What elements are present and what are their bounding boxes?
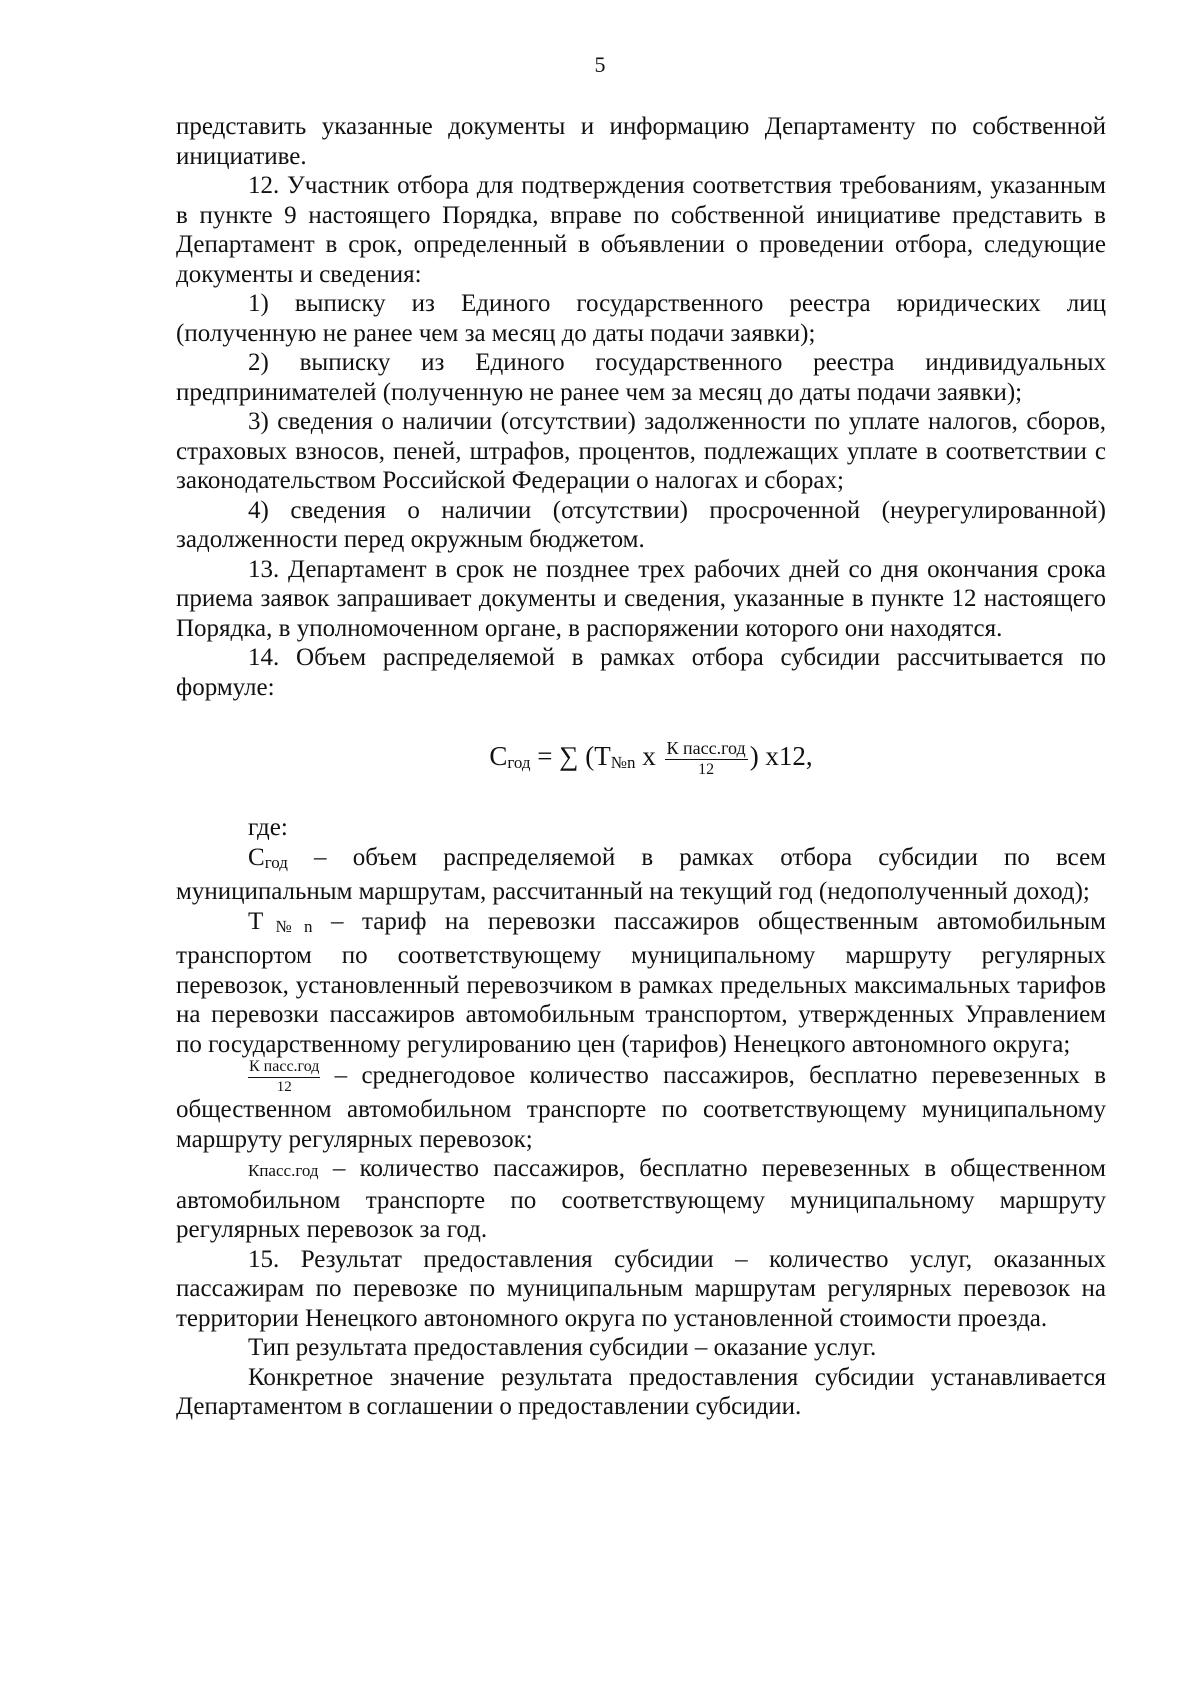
formula-c-subscript: год xyxy=(507,753,531,772)
paragraph-12: 12. Участник отбора для подтверждения соответствия требованиям, указанным в пункте 9 настоящего Порядка, вправе по собственной инициативе представить в Департамент в срок, определенный в объявлении о проведении отбора, следующие документы и сведения: xyxy=(176,172,1106,288)
paragraph-15-value: Конкретное значение результата предоставления субсидии устанавливается Департаментом в соглашении о предоставлении субсидии. xyxy=(176,1363,1106,1420)
subsidy-formula xyxy=(176,736,1106,783)
formula-multiply: х xyxy=(635,741,663,771)
definition-k xyxy=(176,1154,1106,1245)
paragraph-15-type: Тип результата предоставления субсидии – оказание услуг. xyxy=(248,1334,877,1361)
definition-fraction-denominator: 12 xyxy=(276,1079,292,1095)
paragraph-continuation: представить указанные документы и информацию Департаменту по собственной инициативе. xyxy=(176,113,1106,170)
formula-fraction-denominator: 12 xyxy=(698,761,715,779)
definition-k-text: – количество пассажиров, бесплатно перевезенных в общественном автомобильном транспорте по соответствующему муниципальному маршруту регулярных перевозок за год. xyxy=(176,1155,1106,1243)
page-number: 5 xyxy=(594,52,606,77)
definition-t xyxy=(176,907,1106,1060)
formula-eq-sum: = ∑ (Т xyxy=(530,741,611,771)
definition-fraction-numerator: К пасс.год xyxy=(248,1059,320,1078)
paragraph-15: 15. Результат предоставления субсидии – количество услуг, оказанных пассажирам по перевозке по муниципальным маршрутам регулярных перевозок на территории Ненецкого автономного округа по установленной стоимости проезда. xyxy=(176,1245,1106,1332)
formula-tail: ) х12, xyxy=(749,741,813,771)
formula-c: С xyxy=(489,741,508,771)
definition-t-text: – тариф на перевозки пассажиров общественным автомобильным транспортом по соответствующему муниципальному маршруту регулярных перевозок, установленный перевозчиком в рамках предельных максимальных тарифов на перевозки пассажиров автомобильным транспортом, утвержденных Управлением по государственному регулированию цен (тарифов) Ненецкого автономного округа; xyxy=(176,907,1106,1058)
definition-c-symbol: С xyxy=(248,843,265,871)
paragraph-13: 13. Департамент в срок не позднее трех рабочих дней со дня окончания срока приема заявок запрашивает документы и сведения, указанные в пункте 12 настоящего Порядка, в уполномоченном органе, в распоряжении которого они находятся. xyxy=(176,555,1106,642)
paragraph-12-item-4: 4) сведения о наличии (отсутствии) просроченной (неурегулированной) задолженности перед окружным бюджетом. xyxy=(176,496,1106,553)
definition-k-symbol: Кпасс.год xyxy=(248,1161,319,1180)
paragraph-14: 14. Объем распределяемой в рамках отбора субсидии рассчитывается по формуле: xyxy=(176,644,1106,701)
definition-t-symbol: Т xyxy=(248,907,264,935)
definition-c-text: – объем распределяемой в рамках отбора субсидии по всем муниципальным маршрутам, рассчитанный на текущий год (недополученный доход); xyxy=(176,843,1106,905)
definition-fraction xyxy=(176,1059,1106,1154)
definition-c xyxy=(176,843,1106,907)
where-label: где: xyxy=(248,814,288,841)
definition-t-subscript: №n xyxy=(263,916,313,936)
paragraph-12-item-2: 2) выписку из Единого государственного реестра индивидуальных предпринимателей (полученную не ранее чем за месяц до даты подачи заявки); xyxy=(176,349,1106,406)
definition-fraction-text: – среднегодовое количество пассажиров, бесплатно перевезенных в общественном автомобильном транспорте по соответствующему муниципальному маршруту регулярных перевозок; xyxy=(176,1062,1106,1153)
paragraph-12-item-1: 1) выписку из Единого государственного реестра юридических лиц (полученную не ранее чем за месяц до даты подачи заявки); xyxy=(176,290,1106,347)
formula-fraction xyxy=(665,739,748,778)
definition-c-subscript: год xyxy=(264,852,288,872)
formula-fraction-numerator: К пасс.год xyxy=(666,738,746,759)
document-body xyxy=(176,112,1106,1422)
paragraph-12-item-3: 3) сведения о наличии (отсутствии) задолженности по уплате налогов, сборов, страховых взносов, пеней, штрафов, процентов, подлежащих уплате в соответствии с законодательством Российской Федерации о налогах и сборах; xyxy=(176,408,1106,494)
formula-t-subscript: №n xyxy=(610,753,636,772)
definition-fraction-symbol xyxy=(248,1059,320,1095)
